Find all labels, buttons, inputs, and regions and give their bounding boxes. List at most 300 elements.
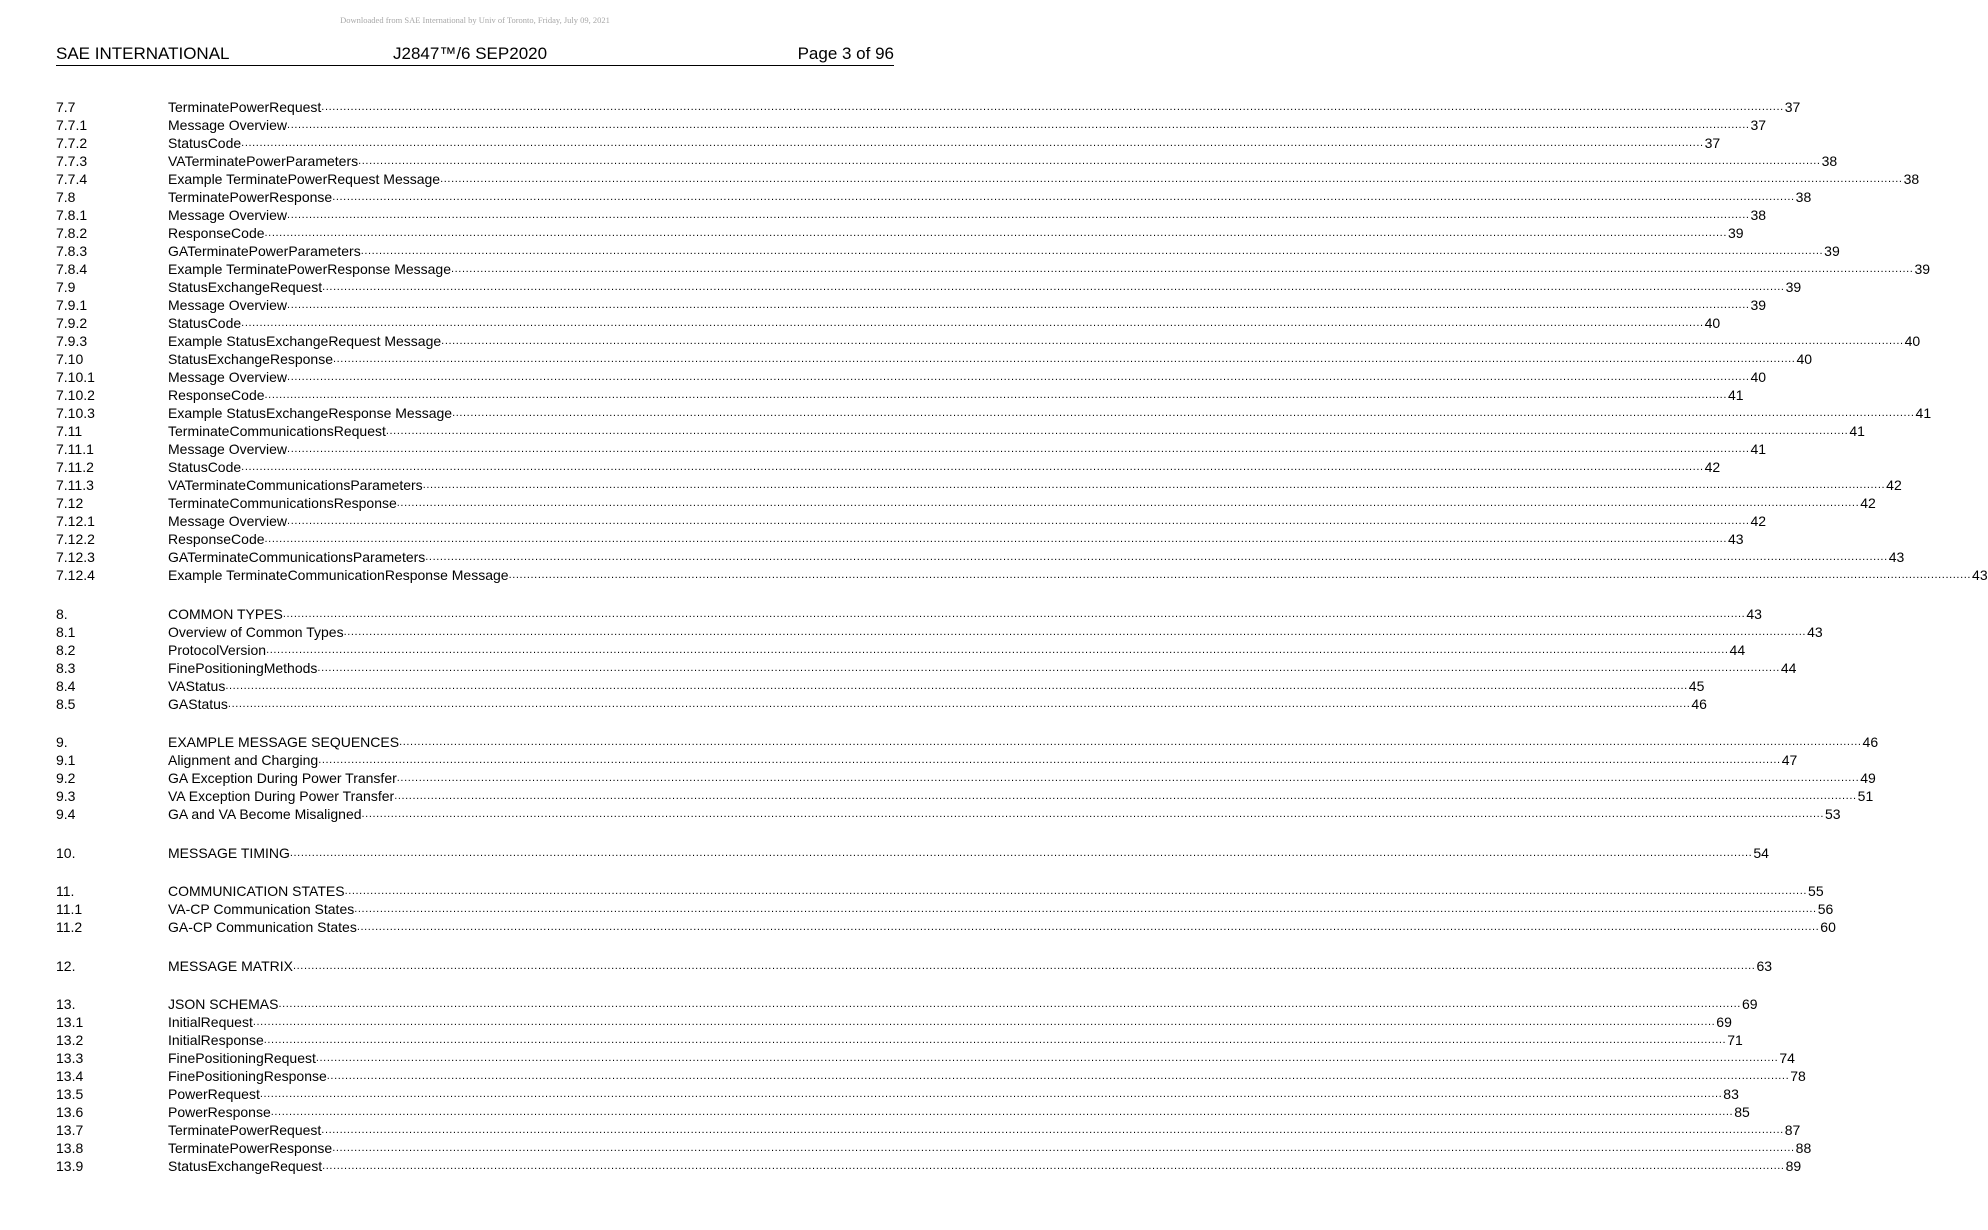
toc-page-number: 39 — [1914, 261, 1931, 277]
toc-entry[interactable] — [56, 1031, 1743, 1049]
toc-page-number: 43 — [1972, 567, 1988, 583]
toc-section-gap — [56, 862, 894, 883]
toc-page-number: 71 — [1727, 1032, 1743, 1048]
toc-dot-leader: ................................................................................................................................................................................................................................................................................................................................................................................................................ — [333, 353, 1796, 365]
toc-entry-body — [168, 242, 1840, 260]
toc-page-number: 38 — [1795, 189, 1812, 205]
toc-entry-body — [168, 512, 1767, 530]
toc-dot-leader: ................................................................................................................................................................................................................................................................................................................................................................................................................ — [282, 607, 1746, 620]
toc-page-number: 40 — [1904, 333, 1921, 349]
toc-entry[interactable] — [56, 677, 1705, 695]
toc-dot-leader: ................................................................................................................................................................................................................................................................................................................................................................................................................ — [452, 407, 1915, 419]
toc-section-title: Alignment and Charging — [168, 752, 319, 768]
toc-section-number: 13.7 — [56, 1122, 84, 1138]
toc-section-title: StatusExchangeResponse — [168, 351, 333, 367]
toc-entry[interactable] — [56, 751, 1798, 769]
toc-entry-body — [168, 386, 1744, 404]
toc-entry[interactable] — [56, 1013, 1732, 1031]
toc-section-number: 9.4 — [56, 806, 76, 822]
toc-section-title: VATerminateCommunicationsParameters — [168, 477, 423, 493]
toc-dot-leader: ................................................................................................................................................................................................................................................................................................................................................................................................................ — [264, 389, 1727, 401]
toc-entry-body — [168, 476, 1902, 494]
toc-section-title: Example TerminatePowerRequest Message — [168, 171, 441, 187]
toc-section-number: 7.11.2 — [56, 459, 94, 475]
toc-entry-body — [168, 530, 1744, 548]
toc-section-title: Example TerminateCommunicationResponse Message — [168, 567, 509, 583]
toc-entry-body — [168, 548, 1905, 566]
toc-dot-leader: ................................................................................................................................................................................................................................................................................................................................................................................................................ — [264, 227, 1727, 239]
toc-dot-leader: ................................................................................................................................................................................................................................................................................................................................................................................................................ — [396, 497, 1860, 509]
toc-section-title: Example TerminatePowerResponse Message — [168, 261, 451, 277]
toc-dot-leader: ................................................................................................................................................................................................................................................................................................................................................................................................................ — [278, 998, 1741, 1010]
toc-entry[interactable] — [56, 98, 1801, 116]
toc-section-title: GATerminatePowerParameters — [168, 243, 361, 259]
toc-section-title: ResponseCode — [168, 225, 265, 241]
toc-page-number: 53 — [1825, 806, 1841, 822]
toc-section-title: VA Exception During Power Transfer — [168, 788, 395, 804]
toc-entry[interactable] — [56, 733, 1879, 751]
toc-entry[interactable] — [56, 242, 1840, 260]
toc-section-title: TerminatePowerRequest — [168, 99, 322, 115]
toc-page-number: 43 — [1807, 623, 1823, 640]
toc-dot-leader: ................................................................................................................................................................................................................................................................................................................................................................................................................ — [332, 1142, 1795, 1154]
toc-dot-leader: ................................................................................................................................................................................................................................................................................................................................................................................................................ — [321, 101, 1784, 113]
toc-dot-leader: ................................................................................................................................................................................................................................................................................................................................................................................................................ — [241, 317, 1704, 329]
toc-section-title: GA Exception During Power Transfer — [168, 770, 397, 786]
toc-entry[interactable] — [56, 368, 1767, 386]
toc-entry-body — [168, 623, 1823, 641]
toc-section-gap — [56, 823, 894, 844]
table-of-contents — [56, 98, 1988, 1175]
toc-entry-body — [168, 206, 1767, 224]
toc-page-number: 45 — [1688, 677, 1705, 694]
toc-page-number: 54 — [1753, 844, 1769, 861]
toc-section-number: 13.1 — [56, 1014, 84, 1030]
toc-page-number: 37 — [1750, 117, 1767, 133]
toc-dot-leader: ................................................................................................................................................................................................................................................................................................................................................................................................................ — [263, 1034, 1727, 1046]
toc-dot-leader: ................................................................................................................................................................................................................................................................................................................................................................................................................ — [354, 903, 1817, 915]
toc-section-number: 7.11 — [56, 423, 83, 439]
toc-section-number: 8.4 — [56, 677, 76, 694]
toc-entry[interactable] — [56, 296, 1767, 314]
toc-entry-body — [168, 1067, 1806, 1085]
toc-entry-body — [168, 1157, 1802, 1175]
toc-page-number: 38 — [1821, 153, 1838, 169]
toc-section-number: 7.10.2 — [56, 387, 95, 403]
toc-dot-leader: ................................................................................................................................................................................................................................................................................................................................................................................................................ — [422, 479, 1886, 491]
toc-entry[interactable] — [56, 995, 1758, 1013]
toc-entry-body — [168, 1103, 1750, 1121]
toc-entry[interactable] — [56, 548, 1905, 566]
toc-section-number: 11.2 — [56, 919, 83, 935]
toc-dot-leader: ................................................................................................................................................................................................................................................................................................................................................................................................................ — [225, 679, 1688, 692]
toc-section-title: GA-CP Communication States — [168, 919, 357, 935]
toc-section-title: InitialRequest — [168, 1014, 253, 1030]
toc-entry-body — [168, 440, 1767, 458]
toc-entry-body — [168, 98, 1801, 116]
toc-entry[interactable] — [56, 152, 1838, 170]
toc-page-number: 40 — [1796, 351, 1813, 367]
toc-dot-leader: ................................................................................................................................................................................................................................................................................................................................................................................................................ — [287, 119, 1750, 131]
toc-page-number: 46 — [1862, 734, 1879, 750]
toc-section-title: Example StatusExchangeResponse Message — [168, 405, 453, 421]
toc-section-number: 8.2 — [56, 641, 76, 658]
toc-dot-leader: ................................................................................................................................................................................................................................................................................................................................................................................................................ — [241, 137, 1704, 149]
toc-section-title: Message Overview — [168, 441, 288, 457]
toc-dot-leader: ................................................................................................................................................................................................................................................................................................................................................................................................................ — [358, 155, 1821, 167]
toc-dot-leader: ................................................................................................................................................................................................................................................................................................................................................................................................................ — [317, 661, 1780, 674]
toc-entry-body — [168, 458, 1721, 476]
toc-entry-body — [168, 605, 1762, 623]
toc-section-number: 13.4 — [56, 1068, 84, 1084]
toc-entry[interactable] — [56, 957, 1773, 975]
toc-section-number: 7.10.3 — [56, 405, 95, 421]
toc-entry-body — [168, 769, 1876, 787]
toc-page-number: 43 — [1727, 531, 1744, 547]
toc-section-number: 7.8.1 — [56, 207, 88, 223]
toc-dot-leader: ................................................................................................................................................................................................................................................................................................................................................................................................................ — [360, 245, 1824, 257]
toc-entry-body — [168, 733, 1879, 751]
header-organization: SAE INTERNATIONAL — [56, 44, 230, 63]
toc-section-title: EXAMPLE MESSAGE SEQUENCES — [168, 734, 400, 750]
toc-dot-leader: ................................................................................................................................................................................................................................................................................................................................................................................................................ — [361, 808, 1824, 820]
toc-entry[interactable] — [56, 476, 1902, 494]
toc-entry-body — [168, 422, 1865, 440]
toc-entry[interactable] — [56, 659, 1797, 677]
toc-section-number: 7.9.2 — [56, 315, 88, 331]
toc-section-title: ResponseCode — [168, 387, 265, 403]
toc-entry-body — [168, 844, 1769, 862]
toc-page-number: 89 — [1785, 1158, 1802, 1174]
toc-entry-body — [168, 332, 1921, 350]
toc-dot-leader: ................................................................................................................................................................................................................................................................................................................................................................................................................ — [396, 772, 1860, 784]
toc-section-number: 7.8.4 — [56, 261, 88, 277]
toc-page-number: 83 — [1723, 1086, 1739, 1102]
toc-section-title: StatusCode — [168, 315, 242, 331]
toc-entry[interactable] — [56, 882, 1824, 900]
toc-entry-body — [168, 751, 1798, 769]
toc-entry-body — [168, 1031, 1743, 1049]
toc-entry[interactable] — [56, 116, 1767, 134]
toc-page-number: 47 — [1781, 752, 1798, 768]
toc-entry[interactable] — [56, 805, 1841, 823]
toc-entry[interactable] — [56, 188, 1812, 206]
toc-section-title: MESSAGE MATRIX — [168, 957, 293, 974]
toc-entry-body — [168, 260, 1931, 278]
toc-section-title: InitialResponse — [168, 1032, 264, 1048]
toc-section-title: VAStatus — [168, 677, 226, 694]
toc-section-gap — [56, 936, 894, 957]
toc-dot-leader: ................................................................................................................................................................................................................................................................................................................................................................................................................ — [321, 1124, 1784, 1136]
toc-section-number: 7.12.2 — [56, 531, 95, 547]
toc-section-number: 8.5 — [56, 695, 76, 712]
toc-dot-leader: ................................................................................................................................................................................................................................................................................................................................................................................................................ — [266, 643, 1729, 656]
toc-section-title: GAStatus — [168, 695, 228, 712]
toc-section-title: TerminateCommunicationsRequest — [168, 423, 386, 439]
toc-entry-body — [168, 882, 1824, 900]
toc-section-number: 13.8 — [56, 1140, 84, 1156]
toc-page-number: 42 — [1704, 459, 1721, 475]
toc-entry-body — [168, 494, 1876, 512]
toc-entry-body — [168, 1085, 1739, 1103]
toc-section-title: ResponseCode — [168, 531, 265, 547]
toc-dot-leader: ................................................................................................................................................................................................................................................................................................................................................................................................................ — [227, 697, 1691, 710]
toc-section-title: GA and VA Become Misaligned — [168, 806, 362, 822]
toc-section-title: Message Overview — [168, 117, 288, 133]
toc-section-number: 7.7.2 — [56, 135, 88, 151]
toc-entry[interactable] — [56, 695, 1707, 713]
toc-section-title: FinePositioningResponse — [168, 1068, 327, 1084]
toc-entry-body — [168, 659, 1797, 677]
toc-dot-leader: ................................................................................................................................................................................................................................................................................................................................................................................................................ — [322, 281, 1785, 293]
toc-section-number: 13.2 — [56, 1032, 84, 1048]
toc-entry[interactable] — [56, 530, 1744, 548]
toc-section-number: 7.9 — [56, 279, 76, 295]
toc-section-number: 7.10.1 — [56, 369, 95, 385]
toc-section-gap — [56, 975, 894, 996]
toc-page-number: 49 — [1860, 770, 1876, 786]
toc-dot-leader: ................................................................................................................................................................................................................................................................................................................................................................................................................ — [318, 754, 1781, 766]
toc-entry[interactable] — [56, 440, 1767, 458]
toc-entry[interactable] — [56, 134, 1721, 152]
toc-entry-body — [168, 116, 1767, 134]
toc-dot-leader: ................................................................................................................................................................................................................................................................................................................................................................................................................ — [425, 551, 1888, 563]
toc-page-number: 69 — [1716, 1014, 1732, 1030]
toc-section-number: 8.3 — [56, 659, 76, 676]
toc-section-number: 7.12.3 — [56, 549, 95, 565]
toc-dot-leader: ................................................................................................................................................................................................................................................................................................................................................................................................................ — [259, 1088, 1723, 1100]
toc-page-number: 63 — [1756, 957, 1773, 974]
toc-section-number: 7.7.4 — [56, 171, 88, 187]
toc-dot-leader: ................................................................................................................................................................................................................................................................................................................................................................................................................ — [287, 515, 1750, 527]
toc-entry-body — [168, 995, 1758, 1013]
toc-dot-leader: ................................................................................................................................................................................................................................................................................................................................................................................................................ — [315, 1052, 1779, 1064]
toc-page-number: 51 — [1857, 788, 1874, 804]
toc-section-number: 11.1 — [56, 901, 83, 917]
toc-section-number: 13.3 — [56, 1050, 84, 1066]
toc-section-number: 8. — [56, 605, 68, 622]
toc-dot-leader: ................................................................................................................................................................................................................................................................................................................................................................................................................ — [289, 846, 1753, 859]
toc-entry[interactable] — [56, 787, 1874, 805]
toc-entry-body — [168, 296, 1767, 314]
toc-section-title: COMMON TYPES — [168, 605, 283, 622]
toc-page-number: 42 — [1886, 477, 1902, 493]
toc-entry[interactable] — [56, 1085, 1739, 1103]
toc-page-number: 41 — [1750, 441, 1767, 457]
toc-dot-leader: ................................................................................................................................................................................................................................................................................................................................................................................................................ — [241, 461, 1704, 473]
toc-page-number: 39 — [1727, 225, 1744, 241]
toc-dot-leader: ................................................................................................................................................................................................................................................................................................................................................................................................................ — [385, 425, 1849, 437]
toc-entry[interactable] — [56, 314, 1721, 332]
toc-entry-body — [168, 152, 1838, 170]
toc-page-number: 41 — [1915, 405, 1932, 421]
toc-entry-body — [168, 314, 1721, 332]
toc-dot-leader: ................................................................................................................................................................................................................................................................................................................................................................................................................ — [252, 1016, 1716, 1028]
toc-entry-body — [168, 566, 1988, 584]
toc-section-title: FinePositioningRequest — [168, 1050, 316, 1066]
toc-section-title: StatusExchangeRequest — [168, 1158, 323, 1174]
toc-page-number: 88 — [1795, 1140, 1812, 1156]
toc-dot-leader: ................................................................................................................................................................................................................................................................................................................................................................................................................ — [322, 1160, 1785, 1172]
toc-entry-body — [168, 957, 1773, 975]
toc-section-number: 9.2 — [56, 770, 76, 786]
toc-section-title: Overview of Common Types — [168, 623, 344, 640]
toc-entry-body — [168, 350, 1813, 368]
toc-dot-leader: ................................................................................................................................................................................................................................................................................................................................................................................................................ — [264, 533, 1727, 545]
toc-entry-body — [168, 1121, 1801, 1139]
header-document-id: J2847™/6 SEP2020 — [393, 44, 548, 63]
toc-dot-leader: ................................................................................................................................................................................................................................................................................................................................................................................................................ — [287, 299, 1750, 311]
download-watermark: Downloaded from SAE International by Univ of Toronto, Friday, July 09, 2021 — [340, 15, 610, 25]
toc-page-number: 43 — [1888, 549, 1905, 565]
toc-page-number: 38 — [1750, 207, 1767, 223]
toc-entry[interactable] — [56, 350, 1813, 368]
toc-entry[interactable] — [56, 332, 1921, 350]
toc-page-number: 38 — [1903, 171, 1920, 187]
toc-section-title: TerminatePowerResponse — [168, 189, 333, 205]
toc-entry[interactable] — [56, 900, 1834, 918]
toc-section-title: StatusExchangeRequest — [168, 279, 323, 295]
toc-dot-leader: ................................................................................................................................................................................................................................................................................................................................................................................................................ — [343, 625, 1807, 638]
toc-page-number: 37 — [1704, 135, 1721, 151]
toc-entry[interactable] — [56, 170, 1920, 188]
toc-section-number: 7.10 — [56, 351, 84, 367]
toc-entry-body — [168, 695, 1707, 713]
toc-entry[interactable] — [56, 458, 1721, 476]
toc-entry-body — [168, 805, 1841, 823]
toc-section-number: 7.7.1 — [56, 117, 88, 133]
toc-page-number: 69 — [1741, 996, 1758, 1012]
toc-section-number: 7.8.3 — [56, 243, 88, 259]
toc-entry-body — [168, 278, 1802, 296]
toc-section-number: 13.6 — [56, 1104, 84, 1120]
toc-section-number: 13.5 — [56, 1086, 84, 1102]
toc-page-number: 46 — [1691, 695, 1707, 712]
toc-dot-leader: ................................................................................................................................................................................................................................................................................................................................................................................................................ — [451, 263, 1914, 275]
toc-page-number: 42 — [1750, 513, 1767, 529]
toc-page-number: 60 — [1820, 919, 1836, 935]
toc-dot-leader: ................................................................................................................................................................................................................................................................................................................................................................................................................ — [332, 191, 1795, 203]
toc-section-number: 7.11.3 — [56, 477, 94, 493]
toc-page-number: 39 — [1750, 297, 1767, 313]
toc-section-title: Message Overview — [168, 513, 288, 529]
toc-page-number: 42 — [1860, 495, 1876, 511]
toc-entry-body — [168, 1139, 1812, 1157]
toc-section-gap — [56, 713, 894, 734]
toc-section-title: VATerminatePowerParameters — [168, 153, 359, 169]
toc-section-number: 7.12.4 — [56, 567, 95, 583]
toc-entry[interactable] — [56, 1049, 1795, 1067]
toc-entry[interactable] — [56, 206, 1767, 224]
toc-entry[interactable] — [56, 1121, 1801, 1139]
toc-page-number: 37 — [1784, 99, 1801, 115]
toc-entry[interactable] — [56, 1067, 1806, 1085]
toc-page-number: 41 — [1727, 387, 1744, 403]
toc-entry-body — [168, 404, 1932, 422]
toc-entry[interactable] — [56, 494, 1876, 512]
toc-page-number: 74 — [1779, 1050, 1795, 1066]
toc-page-number: 44 — [1729, 641, 1746, 658]
toc-page-number: 43 — [1746, 605, 1762, 622]
toc-entry[interactable] — [56, 512, 1767, 530]
toc-section-number: 9. — [56, 734, 68, 750]
toc-section-number: 13.9 — [56, 1158, 84, 1174]
toc-section-number: 9.1 — [56, 752, 76, 768]
page-header — [56, 43, 894, 66]
toc-section-number: 7.9.1 — [56, 297, 88, 313]
toc-entry-body — [168, 918, 1836, 936]
toc-section-number: 7.11.1 — [56, 441, 94, 457]
toc-dot-leader: ................................................................................................................................................................................................................................................................................................................................................................................................................ — [287, 371, 1750, 383]
toc-dot-leader: ................................................................................................................................................................................................................................................................................................................................................................................................................ — [270, 1106, 1734, 1118]
toc-section-title: COMMUNICATION STATES — [168, 883, 345, 899]
toc-page-number: 55 — [1808, 883, 1824, 899]
toc-page-number: 87 — [1784, 1122, 1801, 1138]
toc-entry[interactable] — [56, 260, 1931, 278]
toc-page-number: 39 — [1824, 243, 1840, 259]
toc-entry-body — [168, 170, 1920, 188]
toc-entry-body — [168, 677, 1705, 695]
toc-section-number: 13. — [56, 996, 76, 1012]
toc-section-title: TerminatePowerRequest — [168, 1122, 322, 1138]
toc-section-title: PowerRequest — [168, 1086, 260, 1102]
toc-section-number: 7.12.1 — [56, 513, 95, 529]
toc-entry-body — [168, 224, 1744, 242]
toc-section-title: GATerminateCommunicationsParameters — [168, 549, 426, 565]
toc-entry[interactable] — [56, 386, 1744, 404]
toc-page-number: 78 — [1790, 1068, 1806, 1084]
toc-page-number: 39 — [1785, 279, 1802, 295]
toc-entry[interactable] — [56, 1103, 1750, 1121]
toc-section-title: Message Overview — [168, 369, 288, 385]
toc-entry[interactable] — [56, 422, 1865, 440]
toc-dot-leader: ................................................................................................................................................................................................................................................................................................................................................................................................................ — [399, 736, 1862, 748]
toc-section-number: 7.8.2 — [56, 225, 88, 241]
toc-entry-body — [168, 900, 1834, 918]
toc-section-number: 10. — [56, 844, 76, 861]
toc-page-number: 41 — [1849, 423, 1865, 439]
toc-entry-body — [168, 368, 1767, 386]
toc-entry-body — [168, 134, 1721, 152]
toc-section-title: ProtocolVersion — [168, 641, 267, 658]
toc-dot-leader: ................................................................................................................................................................................................................................................................................................................................................................................................................ — [394, 790, 1857, 802]
toc-section-gap — [56, 584, 894, 605]
toc-entry[interactable] — [56, 605, 1762, 623]
toc-entry[interactable] — [56, 1139, 1812, 1157]
toc-entry[interactable] — [56, 1157, 1802, 1175]
toc-dot-leader: ................................................................................................................................................................................................................................................................................................................................................................................................................ — [344, 885, 1808, 897]
toc-entry[interactable] — [56, 641, 1746, 659]
toc-entry[interactable] — [56, 404, 1932, 422]
toc-entry[interactable] — [56, 623, 1823, 641]
toc-section-number: 7.8 — [56, 189, 76, 205]
toc-entry[interactable] — [56, 224, 1744, 242]
toc-entry[interactable] — [56, 918, 1836, 936]
toc-section-title: Message Overview — [168, 207, 288, 223]
toc-entry-body — [168, 1049, 1795, 1067]
toc-entry[interactable] — [56, 769, 1876, 787]
toc-page-number: 85 — [1734, 1104, 1750, 1120]
toc-dot-leader: ................................................................................................................................................................................................................................................................................................................................................................................................................ — [508, 569, 1972, 581]
toc-section-title: TerminateCommunicationsResponse — [168, 495, 397, 511]
toc-entry[interactable] — [56, 566, 1988, 584]
toc-section-title: VA-CP Communication States — [168, 901, 355, 917]
toc-section-title: JSON SCHEMAS — [168, 996, 279, 1012]
toc-entry[interactable] — [56, 278, 1802, 296]
toc-entry[interactable] — [56, 844, 1769, 862]
toc-entry-body — [168, 1013, 1732, 1031]
toc-section-title: Message Overview — [168, 297, 288, 313]
